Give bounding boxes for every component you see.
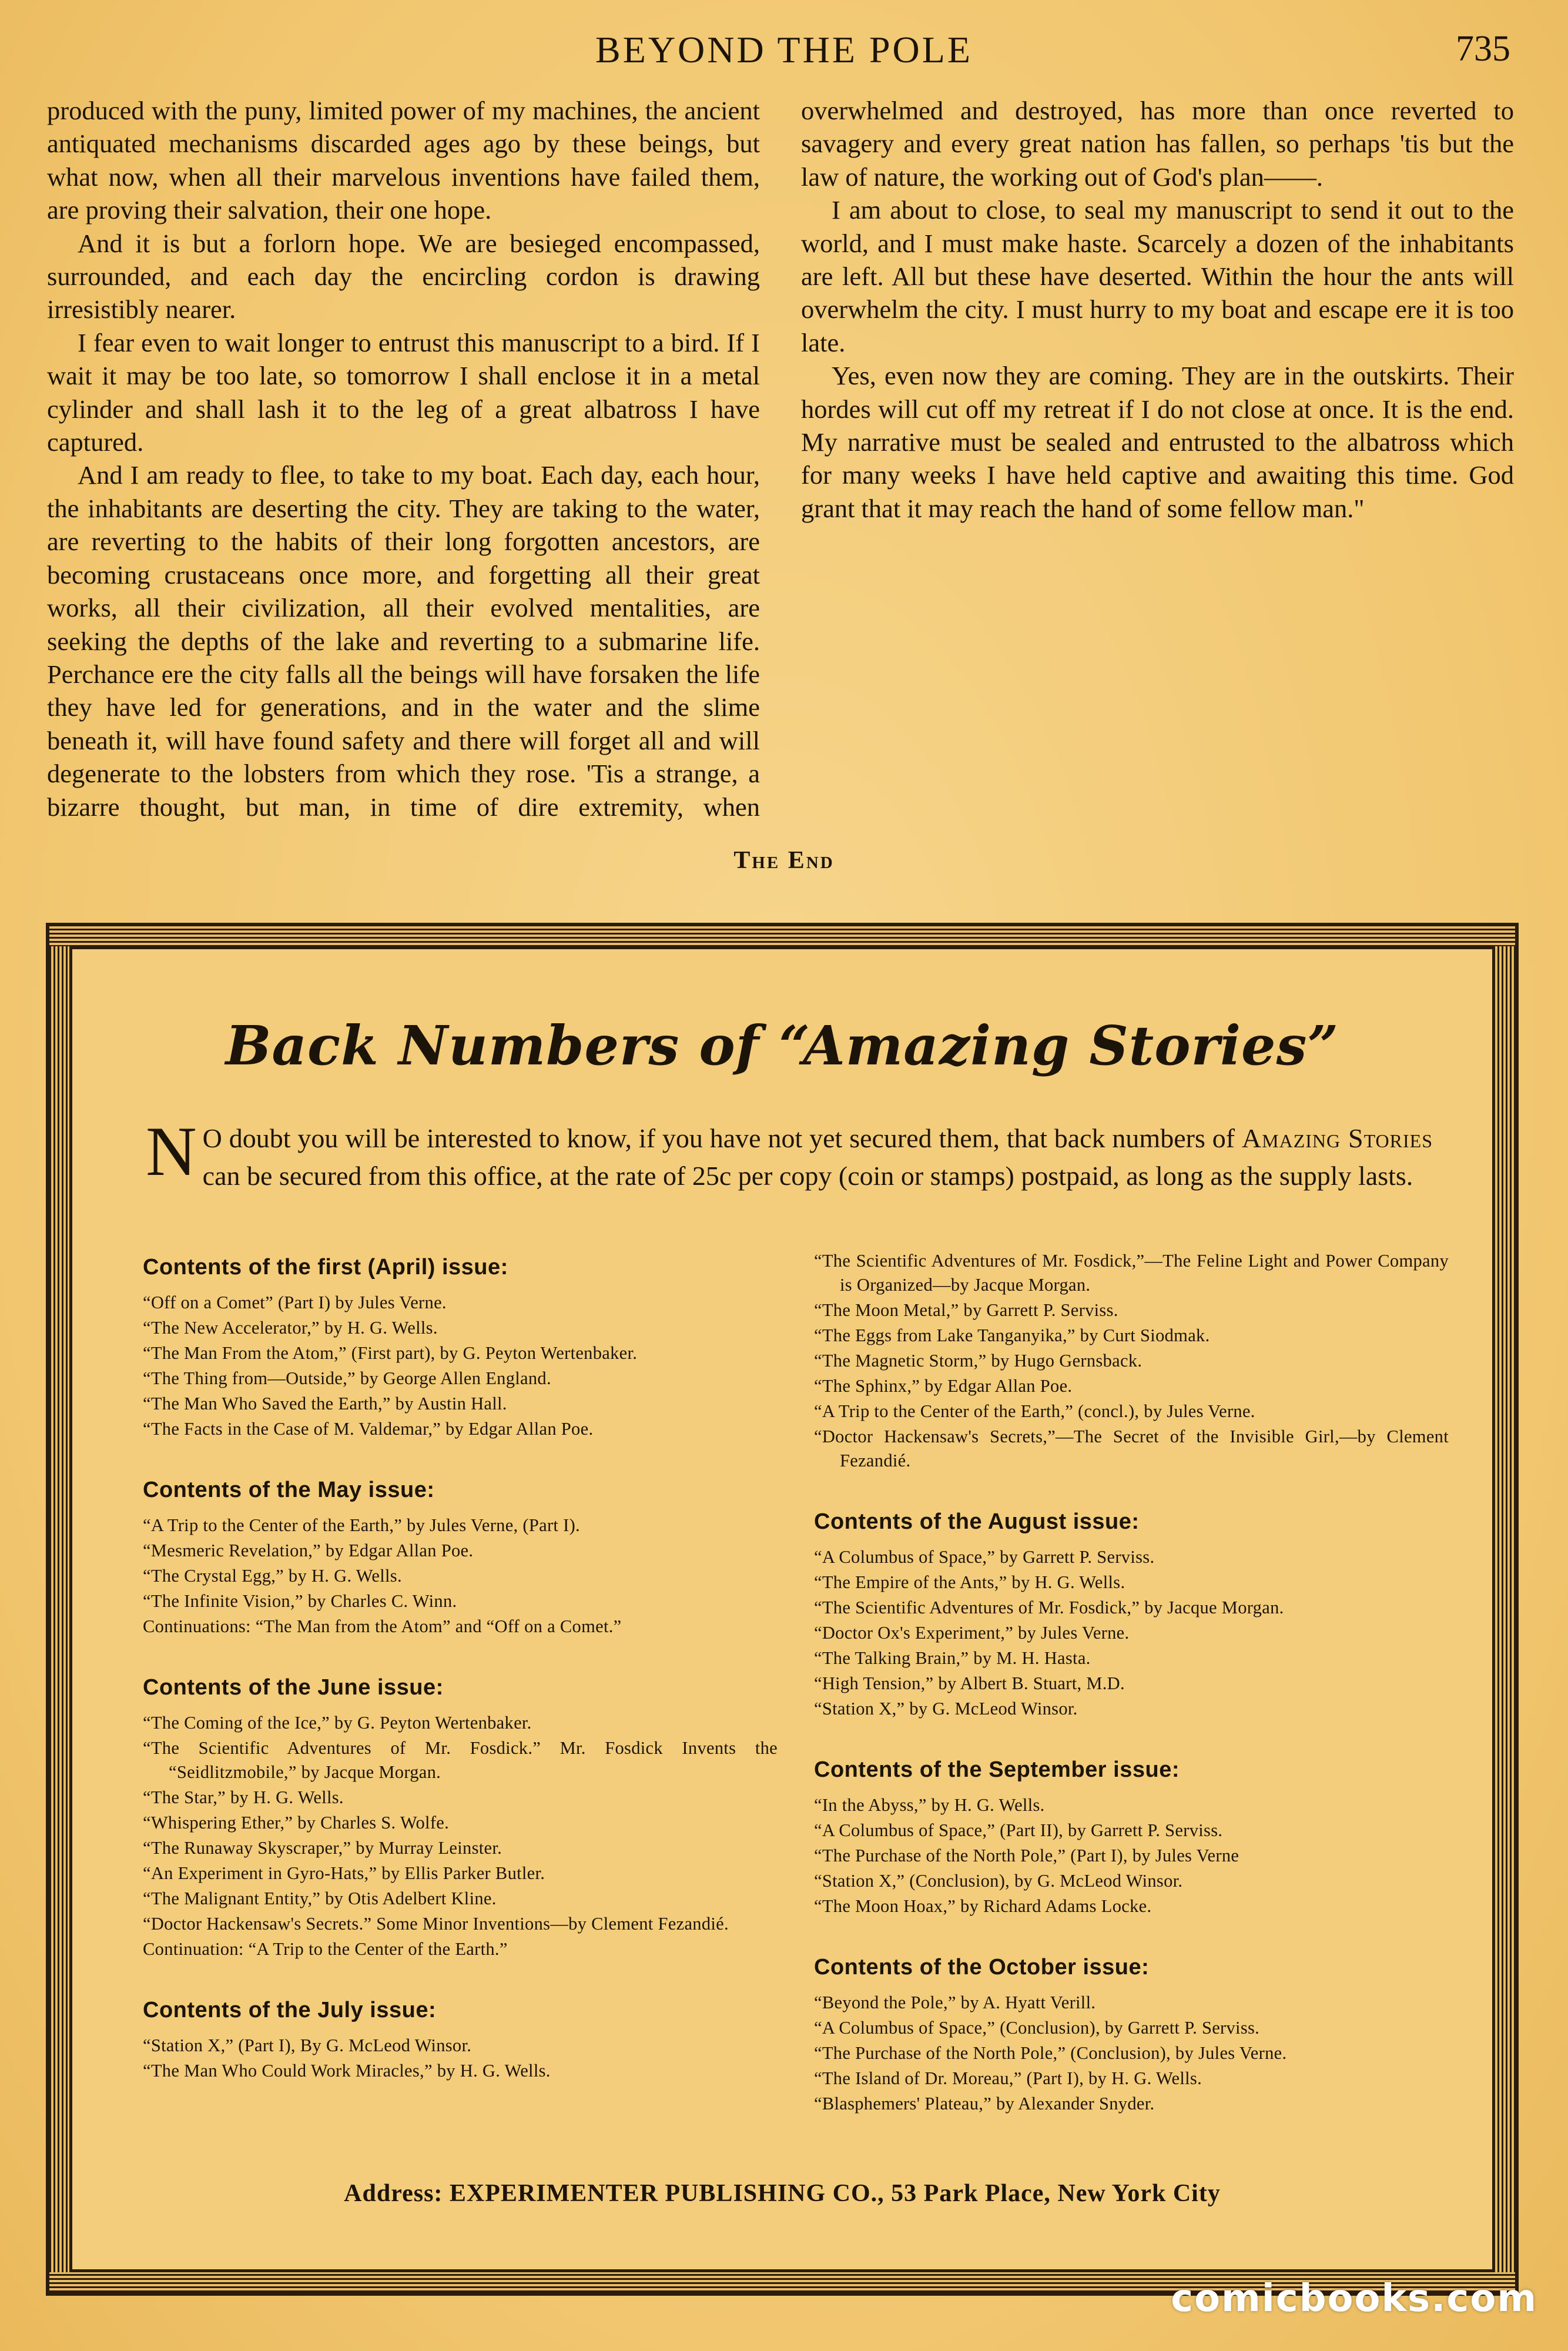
story-paragraph: Yes, even now they are coming. They are in the outskirts. Their hordes will cut off my retreat if I do not close at once. It is the end. My narrative must be sealed and entrusted to the albatross which for many weeks I have held captive and awaiting this time. God grant that it may reach the hand of some fellow man." bbox=[801, 361, 1514, 523]
issue-heading: Contents of the June issue: bbox=[143, 1675, 444, 1700]
contents-item: “The Scientific Adventures of Mr. Fosdick,” by Jacque Morgan. bbox=[814, 1598, 1284, 1617]
contents-item: “The New Accelerator,” by H. G. Wells. bbox=[143, 1318, 438, 1338]
intro-text-part1: O doubt you will be interested to know, if you have not yet secured them, that back numbers of bbox=[202, 1123, 1242, 1153]
publisher-address: Address: EXPERIMENTER PUBLISHING CO., 53 Park Place, New York City bbox=[344, 2180, 1221, 2207]
contents-column-left bbox=[143, 1255, 778, 2119]
story-paragraph: And I am ready to flee, to take to my boat. Each day, each hour, the inhabitants are deserting the city. They are taking to the water, are reverting to the habits of their long forgotten ancestors, are becoming crustaceans once more, and forgetting all their great works, all their civilization, all their evolved mentalities, are seeking the depths of the lake and reverting to a submarine life. Perchance ere the city falls all the beings will have forsaken the life they have led for generations, and in the water and the slime beneath it, will have found safety and there will forget all and will degenerate to the lobsters from which they rose. 'Tis a strange, a bizarre thought, but man, in time of dire extremity, when overwhelmed and destroyed, has more than once reverted to savagery and every great nation has fallen, so perhaps 'tis but the law of nature, the working out of God's plan——. bbox=[47, 96, 1514, 822]
contents-item: “The Man Who Saved the Earth,” by Austin Hall. bbox=[143, 1394, 507, 1414]
issue-contents bbox=[143, 1998, 778, 2083]
contents-item: “Beyond the Pole,” by A. Hyatt Verill. bbox=[814, 1992, 1096, 2012]
contents-item: “High Tension,” by Albert B. Stuart, M.D. bbox=[814, 1673, 1125, 1693]
advertisement-intro bbox=[146, 1112, 1433, 1195]
contents-item: “The Island of Dr. Moreau,” (Part I), by H. G. Wells. bbox=[814, 2068, 1202, 2088]
contents-item: “The Talking Brain,” by M. H. Hasta. bbox=[814, 1648, 1091, 1668]
contents-item: “A Trip to the Center of the Earth,” by Jules Verne, (Part I). bbox=[143, 1515, 580, 1535]
contents-item: “The Purchase of the North Pole,” (Part I), by Jules Verne bbox=[814, 1846, 1239, 1866]
contents-item: “Station X,” by G. McLeod Winsor. bbox=[814, 1699, 1078, 1719]
page-number: 735 bbox=[1456, 29, 1510, 69]
contents-item: “Doctor Hackensaw's Secrets.” Some Minor Inventions—by Clement Fezandié. bbox=[143, 1914, 729, 1934]
contents-item: “The Eggs from Lake Tanganyika,” by Curt Siodmak. bbox=[814, 1325, 1210, 1345]
issue-contents bbox=[814, 1509, 1449, 1721]
contents-item: Continuation: “A Trip to the Center of the Earth.” bbox=[143, 1939, 508, 1959]
contents-item: “Doctor Ox's Experiment,” by Jules Verne. bbox=[814, 1623, 1130, 1643]
contents-item: “The Malignant Entity,” by Otis Adelbert Kline. bbox=[143, 1888, 497, 1908]
contents-item: “The Scientific Adventures of Mr. Fosdick.” Mr. Fosdick Invents the “Seidlitzmobile,” by Jacque Morgan. bbox=[143, 1738, 778, 1782]
issue-contents bbox=[143, 1255, 778, 1441]
issue-contents bbox=[814, 1249, 1449, 1473]
issue-contents bbox=[143, 1675, 778, 1961]
contents-item: “The Magnetic Storm,” by Hugo Gernsback. bbox=[814, 1351, 1143, 1371]
contents-item: “An Experiment in Gyro-Hats,” by Ellis Parker Butler. bbox=[143, 1863, 545, 1883]
story-paragraph: And it is but a forlorn hope. We are besieged encompassed, surrounded, and each day the encircling cordon is drawing irresistibly nearer. bbox=[47, 228, 760, 324]
contents-item: “A Columbus of Space,” by Garrett P. Serviss. bbox=[814, 1547, 1155, 1567]
contents-item: “The Infinite Vision,” by Charles C. Winn. bbox=[143, 1591, 457, 1611]
contents-item: “The Scientific Adventures of Mr. Fosdick,”—The Feline Light and Power Company is Organized—by Jacque Morgan. bbox=[814, 1251, 1449, 1295]
contents-item: “The Runaway Skyscraper,” by Murray Leinster. bbox=[143, 1838, 502, 1858]
contents-item: “The Purchase of the North Pole,” (Conclusion), by Jules Verne. bbox=[814, 2043, 1287, 2063]
site-watermark: comicbooks.com bbox=[1171, 2277, 1537, 2320]
issue-heading: Contents of the August issue: bbox=[814, 1509, 1140, 1534]
issue-contents bbox=[814, 1757, 1449, 1918]
contents-item: Continuations: “The Man from the Atom” and “Off on a Comet.” bbox=[143, 1616, 622, 1636]
issue-heading: Contents of the first (April) issue: bbox=[143, 1255, 508, 1280]
story-paragraph: produced with the puny, limited power of my machines, the ancient antiquated mechanisms discarded ages ago by these beings, but what now, when all their marvelous inventions have failed them, are proving their salvation, their one hope. bbox=[47, 96, 760, 225]
contents-item: “Doctor Hackensaw's Secrets,”—The Secret of the Invisible Girl,—by Clement Fezandié. bbox=[814, 1426, 1449, 1471]
contents-item: “The Star,” by H. G. Wells. bbox=[143, 1787, 344, 1807]
drop-cap: N bbox=[146, 1112, 197, 1190]
contents-item: “Station X,” (Conclusion), by G. McLeod Winsor. bbox=[814, 1871, 1183, 1891]
contents-item: “A Columbus of Space,” (Conclusion), by Garrett P. Serviss. bbox=[814, 2018, 1260, 2038]
contents-item: “Whispering Ether,” by Charles S. Wolfe. bbox=[143, 1813, 450, 1833]
advertisement-panel bbox=[69, 946, 1495, 2272]
story-paragraph: I am about to close, to seal my manuscript to send it out to the world, and I must make haste. Scarcely a dozen of the inhabitants are left. All but these have deserted. Within the hour the ants will overwhelm the city. I must hurry to my boat and escape ere it is too late. bbox=[801, 195, 1514, 357]
magazine-name: Amazing Stories bbox=[1241, 1123, 1433, 1153]
running-head bbox=[0, 28, 1568, 81]
contents-column-right bbox=[814, 1249, 1449, 2152]
contents-item: “The Facts in the Case of M. Valdemar,” by Edgar Allan Poe. bbox=[143, 1419, 594, 1439]
contents-item: “Blasphemers' Plateau,” by Alexander Snyder. bbox=[814, 2094, 1155, 2114]
issue-heading: Contents of the July issue: bbox=[143, 1998, 437, 2022]
contents-item: “The Moon Hoax,” by Richard Adams Locke. bbox=[814, 1896, 1152, 1916]
contents-item: “The Sphinx,” by Edgar Allan Poe. bbox=[814, 1376, 1073, 1396]
contents-item: “The Man Who Could Work Miracles,” by H. G. Wells. bbox=[143, 2061, 551, 2081]
contents-item: “The Man From the Atom,” (First part), by G. Peyton Wertenbaker. bbox=[143, 1343, 638, 1363]
contents-item: “A Trip to the Center of the Earth,” (concl.), by Jules Verne. bbox=[814, 1401, 1255, 1421]
contents-item: “The Thing from—Outside,” by George Allen England. bbox=[143, 1368, 551, 1388]
issue-heading: Contents of the September issue: bbox=[814, 1757, 1180, 1782]
contents-item: “The Crystal Egg,” by H. G. Wells. bbox=[143, 1566, 402, 1586]
issue-heading: Contents of the October issue: bbox=[814, 1955, 1150, 1980]
advertisement-title: Back Numbers of “Amazing Stories” bbox=[225, 1014, 1339, 1077]
issue-heading: Contents of the May issue: bbox=[143, 1478, 435, 1502]
running-title: BEYOND THE POLE bbox=[595, 29, 973, 71]
story-text bbox=[47, 94, 1514, 829]
contents-item: “A Columbus of Space,” (Part II), by Garrett P. Serviss. bbox=[814, 1820, 1223, 1840]
contents-item: “Off on a Comet” (Part I) by Jules Verne. bbox=[143, 1292, 447, 1312]
contents-item: “In the Abyss,” by H. G. Wells. bbox=[814, 1795, 1045, 1815]
contents-item: “Station X,” (Part I), By G. McLeod Winsor. bbox=[143, 2035, 472, 2055]
contents-item: “The Coming of the Ice,” by G. Peyton Wertenbaker. bbox=[143, 1713, 532, 1733]
story-paragraph: I fear even to wait longer to entrust this manuscript to a bird. If I wait it may be too late, so tomorrow I shall enclose it in a metal cylinder and shall lash it to the leg of a great albatross I have captured. bbox=[47, 327, 760, 457]
the-end-label: The End bbox=[733, 847, 835, 874]
back-numbers-advertisement bbox=[46, 923, 1519, 2296]
contents-item: “Mesmeric Revelation,” by Edgar Allan Poe. bbox=[143, 1540, 474, 1560]
contents-item: “The Moon Metal,” by Garrett P. Serviss. bbox=[814, 1300, 1118, 1320]
contents-item: “The Empire of the Ants,” by H. G. Wells. bbox=[814, 1572, 1125, 1592]
issue-contents bbox=[143, 1478, 778, 1639]
issue-contents bbox=[814, 1955, 1449, 2116]
intro-text-part2: can be secured from this office, at the rate of 25c per copy (coin or stamps) postpaid, as long as the supply lasts. bbox=[202, 1161, 1413, 1191]
